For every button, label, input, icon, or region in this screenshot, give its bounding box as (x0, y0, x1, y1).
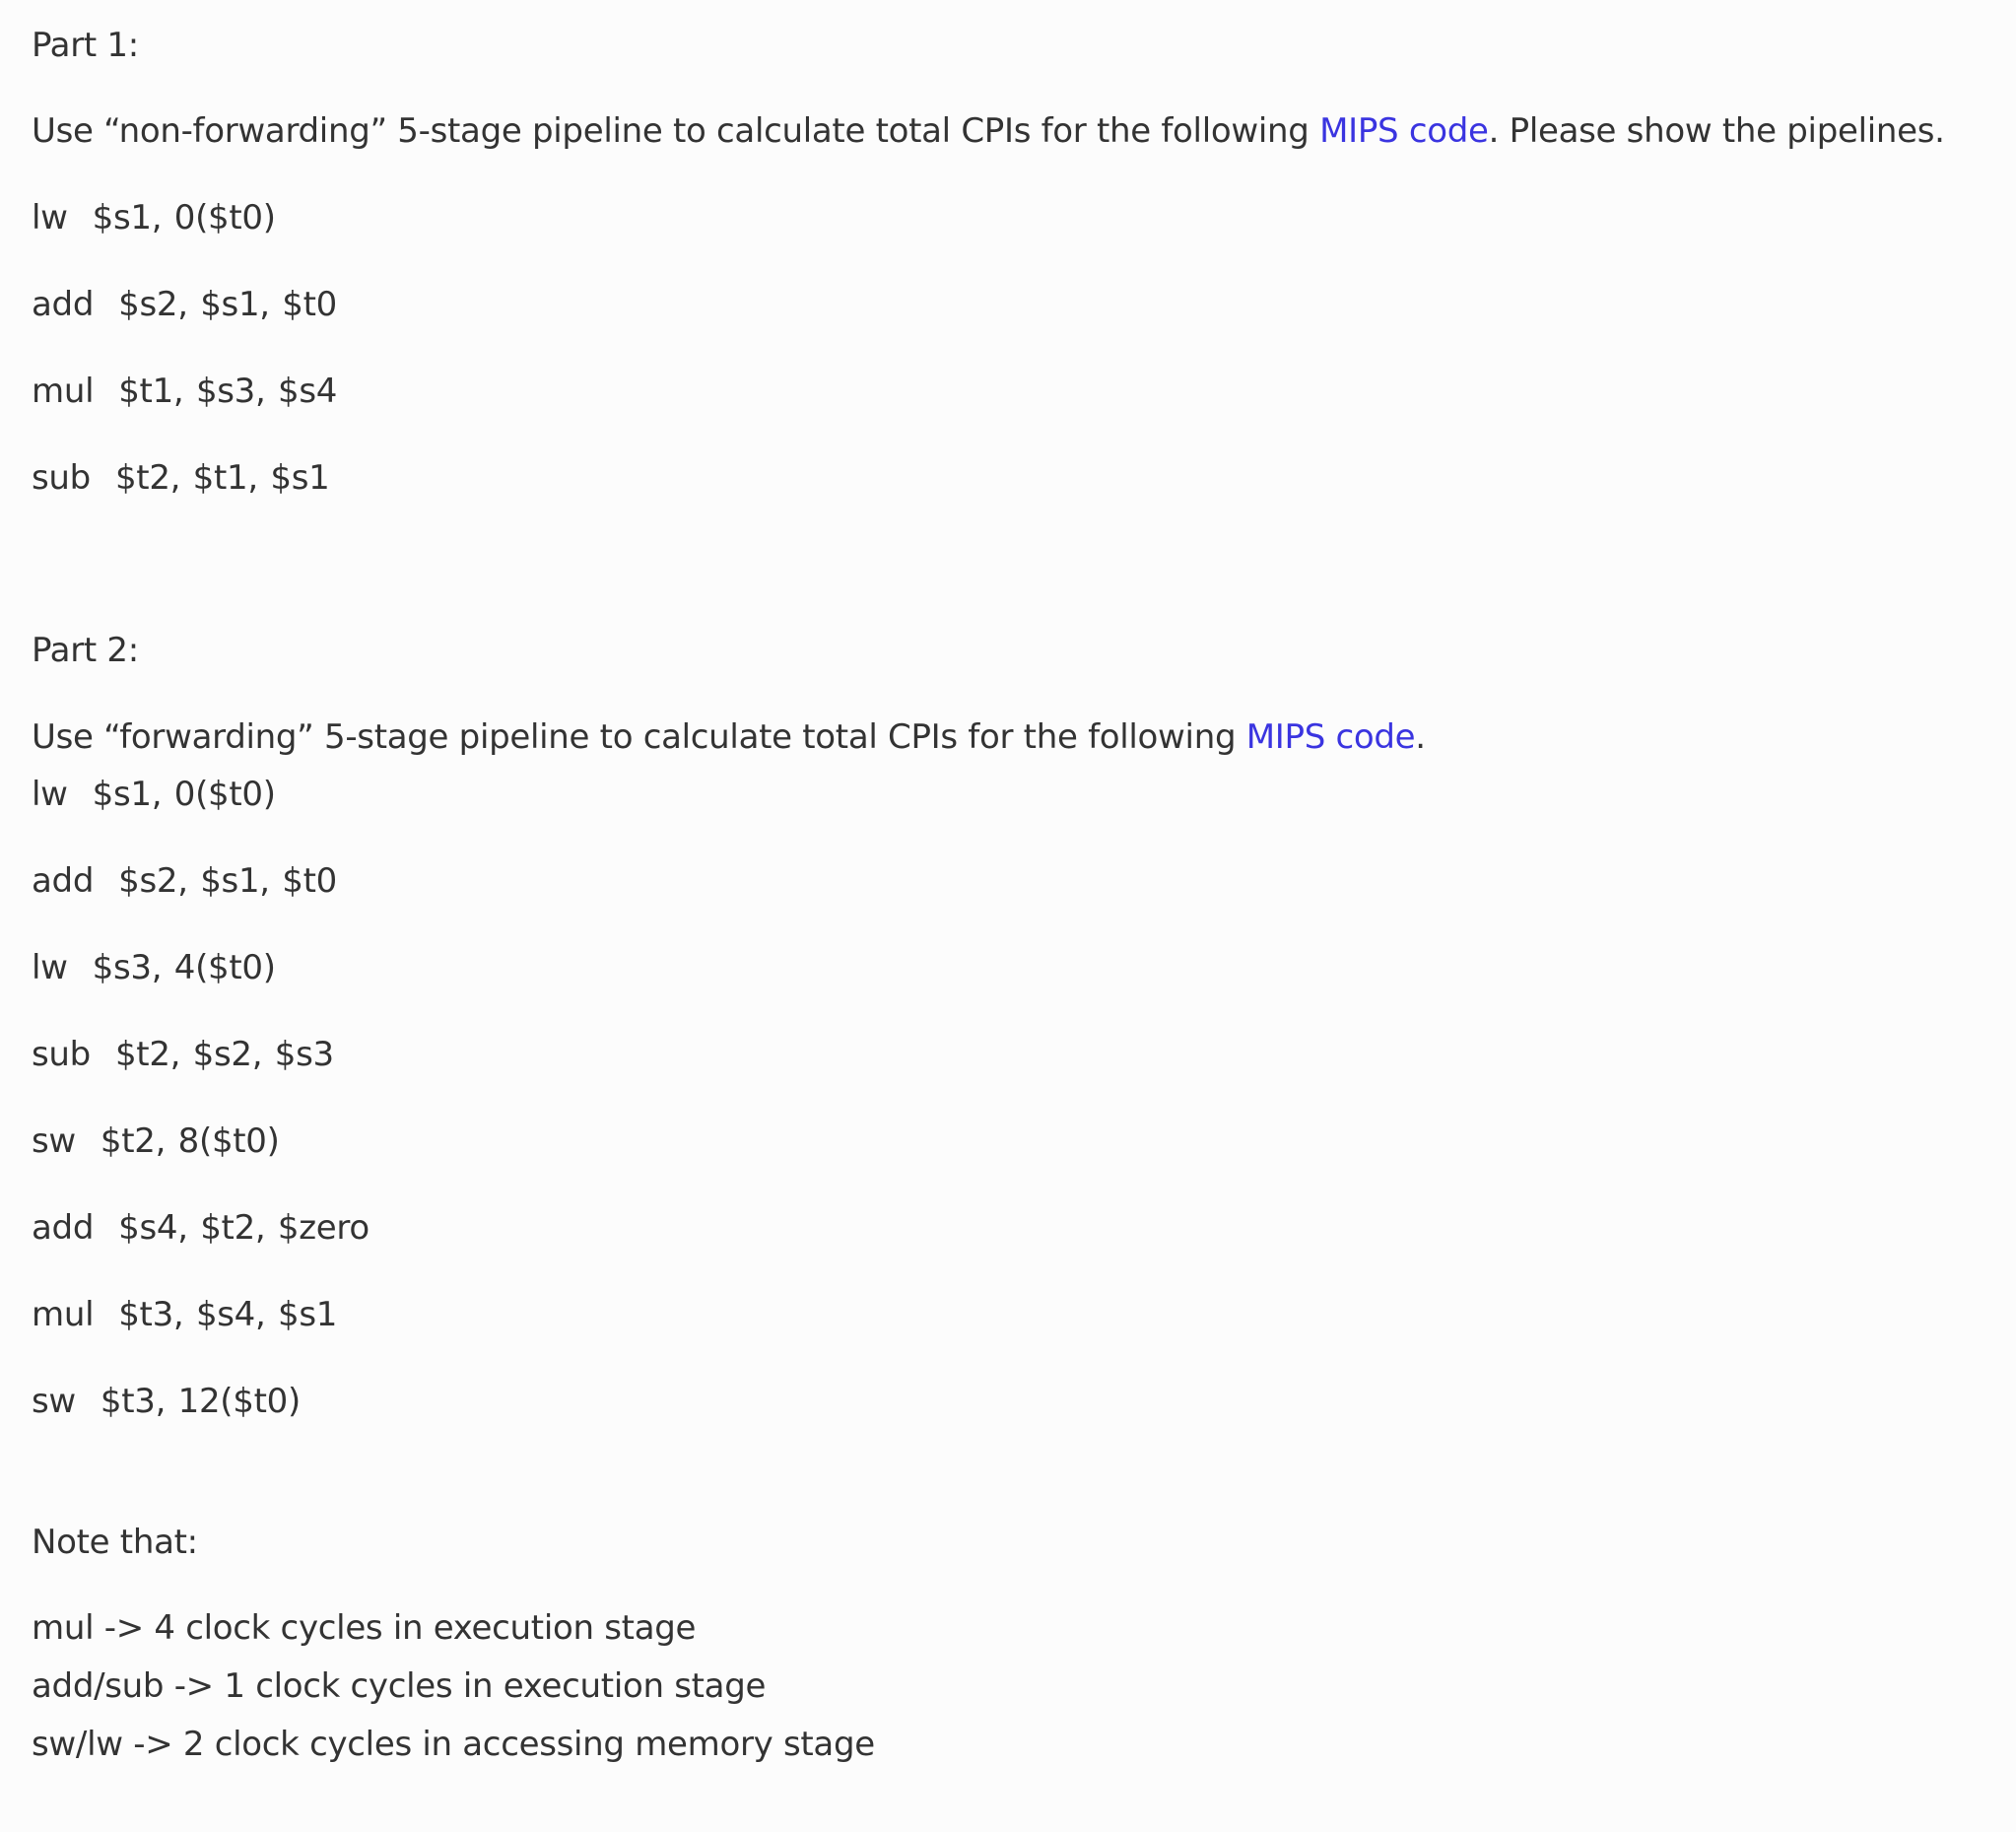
note-line-3: sw/lw -> 2 clock cycles in accessing memory stage (32, 1725, 875, 1764)
part1-heading: Part 1: (32, 26, 139, 65)
part2-code-line-7: mul $t3, $s4, $s1 (32, 1295, 338, 1334)
part1-code-line-4: sub $t2, $t1, $s1 (32, 458, 330, 498)
part2-mips-code-link[interactable]: MIPS code (1245, 717, 1416, 757)
part2-code-line-1: lw $s1, 0($t0) (32, 775, 276, 814)
part1-intro-suffix: . Please show the pipelines. (1488, 111, 1945, 151)
note-heading: Note that: (32, 1523, 198, 1562)
part1-intro (32, 111, 1945, 151)
part2-intro-suffix: . (1415, 717, 1426, 757)
part1-mips-code-link[interactable]: MIPS code (1319, 111, 1489, 151)
part2-code-line-8: sw $t3, 12($t0) (32, 1382, 301, 1421)
part2-code-line-4: sub $t2, $s2, $s3 (32, 1035, 334, 1074)
part1-code-line-1: lw $s1, 0($t0) (32, 198, 276, 237)
part2-intro-text: Use “forwarding” 5-stage pipeline to calculate total CPIs for the following (32, 717, 1246, 757)
part2-code-line-6: add $s4, $t2, $zero (32, 1208, 370, 1248)
part2-intro (32, 717, 1426, 757)
part2-code-line-5: sw $t2, 8($t0) (32, 1121, 280, 1161)
part2-heading: Part 2: (32, 631, 139, 670)
part2-code-line-2: add $s2, $s1, $t0 (32, 861, 337, 901)
part1-code-line-2: add $s2, $s1, $t0 (32, 285, 337, 324)
part1-intro-text: Use “non-forwarding” 5-stage pipeline to calculate total CPIs for the following (32, 111, 1320, 151)
note-line-1: mul -> 4 clock cycles in execution stage (32, 1608, 697, 1648)
part2-code-line-3: lw $s3, 4($t0) (32, 948, 276, 987)
note-line-2: add/sub -> 1 clock cycles in execution stage (32, 1666, 767, 1706)
part1-code-line-3: mul $t1, $s3, $s4 (32, 372, 338, 411)
